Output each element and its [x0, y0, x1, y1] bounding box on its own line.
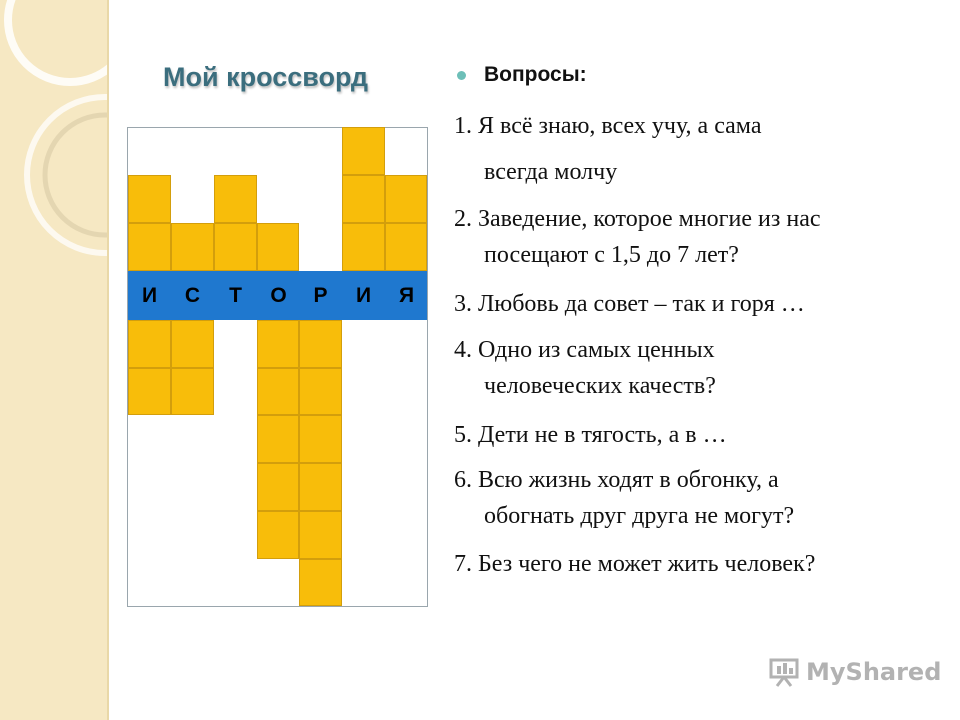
- crossword-cell[interactable]: [257, 511, 299, 559]
- decorative-rings: [0, 0, 107, 720]
- questions-header: [457, 63, 587, 87]
- question-1: [454, 108, 761, 190]
- decorative-sidebar: [0, 0, 109, 720]
- crossword-cell[interactable]: [299, 368, 342, 415]
- watermark-text: MyShared: [806, 658, 942, 686]
- watermark: [768, 657, 941, 687]
- question-line: обогнать друг друга не могут?: [484, 503, 795, 529]
- question-3: [454, 286, 805, 322]
- answer-letter: Р: [313, 283, 328, 307]
- answer-letter: Я: [398, 283, 415, 307]
- crossword-cell[interactable]: [299, 559, 342, 606]
- crossword-cell[interactable]: [257, 320, 299, 368]
- crossword-cell[interactable]: [171, 368, 214, 415]
- crossword-cell[interactable]: [214, 175, 257, 223]
- crossword-cell[interactable]: [257, 415, 299, 463]
- question-line: человеческих качеств?: [484, 373, 716, 399]
- crossword-cell[interactable]: [299, 415, 342, 463]
- question-6: [454, 462, 794, 534]
- crossword-cell[interactable]: [342, 223, 385, 271]
- question-line: 6. Всю жизнь ходят в обгонку, а: [454, 467, 779, 493]
- question-line: посещают с 1,5 до 7 лет?: [484, 242, 739, 268]
- answer-letter: С: [184, 283, 201, 307]
- crossword-cell[interactable]: [128, 320, 171, 368]
- crossword-cell[interactable]: [128, 223, 171, 271]
- crossword-cell[interactable]: [128, 368, 171, 415]
- question-line: 4. Одно из самых ценных: [454, 337, 715, 363]
- crossword-cell[interactable]: [214, 223, 257, 271]
- question-5: [454, 417, 727, 453]
- questions-header-label: Вопросы:: [484, 63, 587, 86]
- crossword-cell[interactable]: [342, 175, 385, 223]
- question-line: 2. Заведение, которое многие из нас: [454, 206, 821, 232]
- presentation-board-icon: [768, 657, 800, 687]
- answer-letter: Т: [229, 283, 242, 307]
- question-line: 3. Любовь да совет – так и горя …: [454, 291, 805, 317]
- crossword-cell[interactable]: [299, 511, 342, 559]
- question-4: [454, 332, 716, 404]
- answer-letter: И: [141, 283, 158, 307]
- crossword-cell[interactable]: [299, 463, 342, 511]
- question-line: 7. Без чего не может жить человек?: [454, 551, 816, 577]
- crossword-cell[interactable]: [171, 223, 214, 271]
- answer-letter: И: [355, 283, 372, 307]
- slide-title: Мой кроссворд: [163, 62, 368, 92]
- crossword-cell[interactable]: [128, 175, 171, 223]
- bullet-icon: [457, 71, 466, 80]
- question-line: всегда молчу: [484, 159, 618, 185]
- crossword-cell[interactable]: [257, 368, 299, 415]
- crossword-cell[interactable]: [385, 175, 427, 223]
- crossword-cell[interactable]: [257, 223, 299, 271]
- crossword-cell[interactable]: [342, 127, 385, 175]
- question-2: [454, 201, 821, 273]
- crossword-cell[interactable]: [171, 320, 214, 368]
- question-line: 1. Я всё знаю, всех учу, а сама: [454, 113, 762, 139]
- crossword-cell[interactable]: [385, 223, 427, 271]
- question-line: 5. Дети не в тягость, а в …: [454, 422, 727, 448]
- crossword-cell[interactable]: [299, 320, 342, 368]
- answer-letter: О: [270, 283, 287, 307]
- crossword-cell[interactable]: [257, 463, 299, 511]
- question-7: [454, 546, 815, 582]
